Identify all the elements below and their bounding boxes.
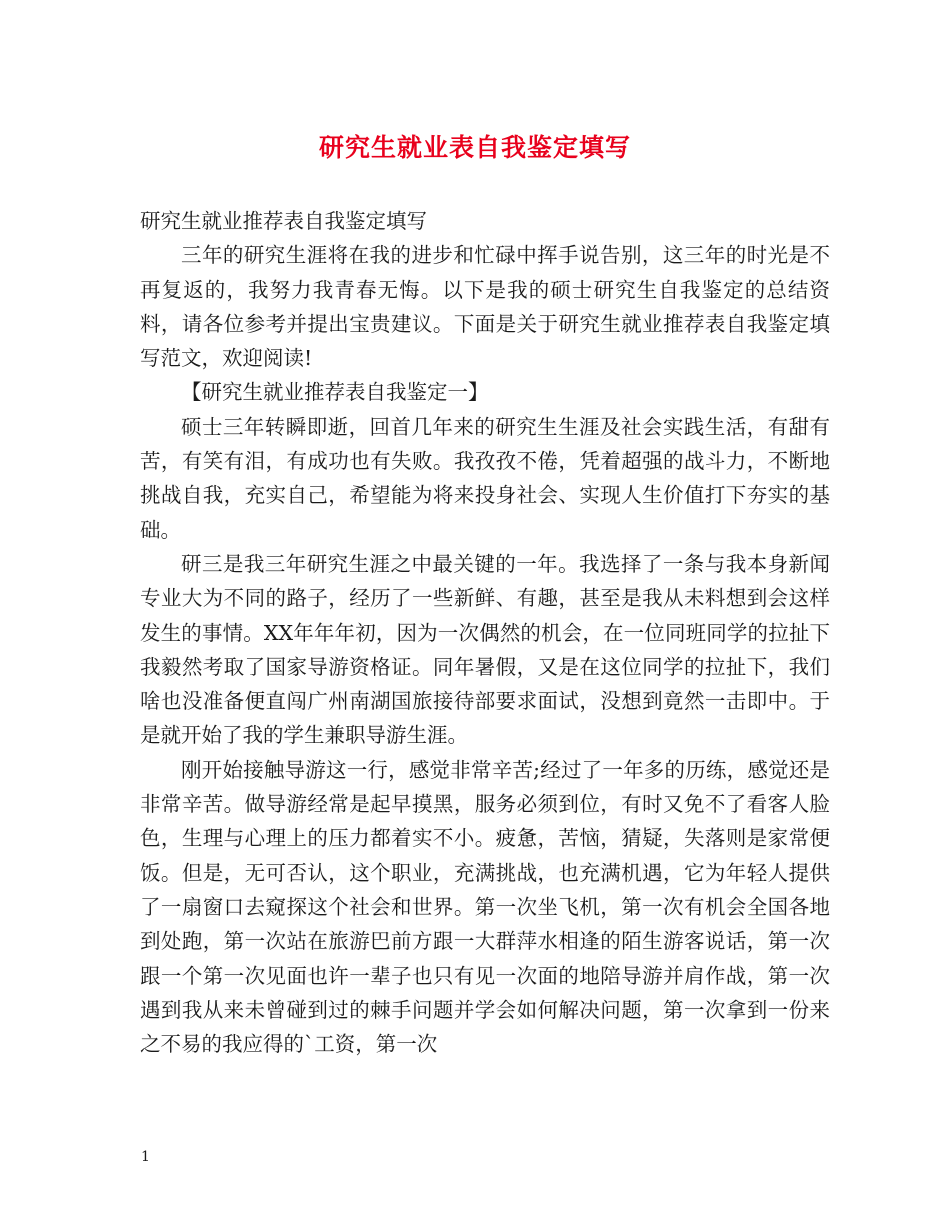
body-paragraph: 刚开始接触导游这一行，感觉非常辛苦;经过了一年多的历练，感觉还是非常辛苦。做导游经常是起早摸黑，服务必须到位，有时又免不了看客人脸色，生理与心理上的压力都着实不小。疲惫，苦恼，猜疑，失落则是家常便饭。但是，无可否认，这个职业，充满挑战，也充满机遇，它为年轻人提供了一扇窗口去窥探这个社会和世界。第一次坐飞机，第一次有机会全国各地到处跑，第一次站在旅游巴前方跟一大群萍水相逢的陌生游客说话，第一次跟一个第一次见面也许一辈子也只有见一次面的地陪导游并肩作战，第一次遇到我从来未曾碰到过的棘手问题并学会如何解决问题，第一次拿到一份来之不易的我应得的`工资，第一次 — [140, 757, 830, 1057]
intro-paragraph: 三年的研究生涯将在我的进步和忙碌中挥手说告别，这三年的时光是不再复返的，我努力我青春无悔。以下是我的硕士研究生自我鉴定的总结资料，请各位参考并提出宝贵建议。下面是关于研究生就业推荐表自我鉴定填写范文，欢迎阅读! — [140, 243, 830, 371]
page-number: 1 — [141, 1149, 150, 1165]
document-body — [140, 204, 830, 1061]
body-paragraph: 研三是我三年研究生涯之中最关键的一年。我选择了一条与我本身新闻专业大为不同的路子，经历了一些新鲜、有趣，甚至是我从未料想到会这样发生的事情。XX年年年初，因为一次偶然的机会，在一位同班同学的拉扯下我毅然考取了国家导游资格证。同年暑假，又是在这位同学的拉扯下，我们啥也没准备便直闯广州南湖国旅接待部要求面试，没想到竟然一击即中。于是就开始了我的学生兼职导游生涯。 — [140, 551, 830, 748]
document-title: 研究生就业表自我鉴定填写 — [318, 133, 631, 162]
section-heading: 【研究生就业推荐表自我鉴定一】 — [181, 380, 489, 405]
subtitle-paragraph: 研究生就业推荐表自我鉴定填写 — [140, 209, 427, 233]
body-paragraph: 硕士三年转瞬即逝，回首几年来的研究生生涯及社会实践生活，有甜有苦，有笑有泪，有成功也有失败。我孜孜不倦，凭着超强的战斗力，不断地挑战自我，充实自己，希望能为将来投身社会、实现人生价值打下夯实的基础。 — [140, 414, 830, 542]
